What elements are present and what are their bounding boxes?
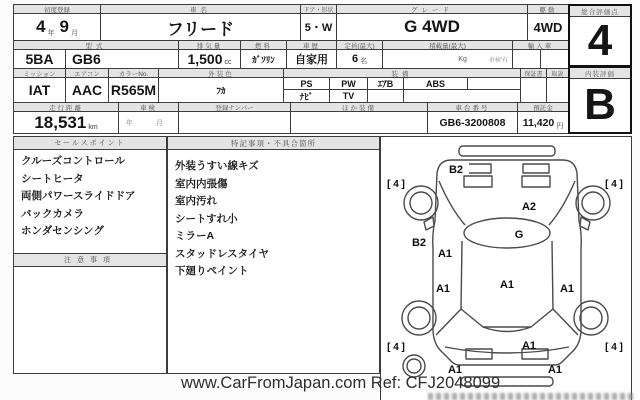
model-code-label: 型式 (13, 40, 179, 50)
capacity-number: 6 (351, 53, 359, 65)
color-no-label: カラーNo. (108, 68, 159, 78)
mileage-unit: km (88, 124, 98, 131)
blurred-cutoff-text (428, 393, 636, 400)
reg-month: 9 (59, 17, 69, 36)
reg-no-label: 登録ナンバー (178, 102, 291, 112)
deposit-unit: 円 (556, 123, 564, 130)
reg-no-value (178, 111, 291, 134)
sales-point-item: クルーズコントロール (21, 155, 125, 167)
wheel-front-right (576, 186, 610, 220)
interior-score-box (568, 66, 632, 134)
load-note: 車検'有 (488, 57, 508, 64)
sales-point-item: ホンダセンシング (21, 225, 104, 237)
defect-item: 室内汚れ (175, 195, 217, 207)
grade-label: グレード (336, 4, 528, 14)
wheel-front-left-inner (410, 192, 432, 214)
equip-navi: ﾅﾋﾞ (283, 89, 330, 103)
door-shape-value: 5・W (300, 13, 337, 41)
diagram-mark: A2 (521, 201, 537, 213)
defect-item: シートすれ小 (175, 212, 238, 225)
color-label: 外装色 (158, 68, 284, 78)
hood-line-right (549, 181, 575, 225)
shaken-label: 車検 (118, 102, 179, 112)
headlight-right-shape (523, 164, 549, 173)
rear-window-shape (461, 309, 553, 327)
caution-box (13, 266, 167, 374)
reg-year-unit: 年 (47, 30, 55, 37)
diagram-mark: [ 4 ] (387, 179, 405, 190)
deposit-value (517, 111, 569, 134)
spare-tire-inner (407, 359, 421, 373)
aircon-label: エアコン (65, 68, 109, 78)
warranty-value (520, 77, 547, 103)
first-registration-label: 初度登録 (13, 4, 101, 14)
roof-side-lines (461, 241, 553, 309)
other-equip-label: ほか装備 (290, 102, 428, 112)
aircon-value: AAC (65, 77, 109, 103)
car-name-value: フリード (100, 13, 301, 41)
model-code-value: GB6 (65, 49, 179, 69)
chassis-no-label: 車台番号 (427, 102, 518, 112)
car-top-view-diagram (381, 137, 631, 399)
car-body-outline (433, 160, 582, 365)
displacement-value (178, 49, 241, 69)
fuel-label: 燃料 (240, 40, 287, 50)
equip-empty-2 (367, 89, 404, 103)
diagram-mark: A1 (547, 364, 563, 376)
mileage-value (13, 111, 119, 134)
import-value-1 (512, 49, 541, 69)
diagram-mark: A1 (435, 283, 451, 295)
chassis-no-value: GB6-3200808 (427, 111, 518, 134)
interior-score-label: 内装評価 (570, 68, 630, 79)
wheel-front-left (404, 186, 438, 220)
overall-score-box (568, 4, 632, 67)
wheel-rear-left-inner (408, 307, 430, 329)
interior-score-value: B (584, 80, 616, 129)
grade-value: G 4WD (336, 13, 528, 41)
diagram-mark: A1 (499, 279, 515, 291)
load-unit: Kg (458, 55, 467, 63)
deposit-label: 預託金 (517, 102, 569, 112)
warranty-label: 保証書 (520, 68, 547, 78)
displacement-unit: cc (224, 59, 232, 66)
sales-points-list (13, 149, 167, 254)
load-label: 積載量(最大) (382, 40, 513, 50)
color-no-value: R565M (108, 77, 159, 103)
diagram-mark: [ 4 ] (605, 179, 623, 190)
mileage-number: 18,531 (34, 112, 87, 132)
wheel-front-right-inner (582, 192, 604, 214)
reg-month-unit: 月 (70, 30, 78, 37)
mission-value: IAT (13, 77, 66, 103)
mileage-label: 走行距離 (13, 102, 119, 112)
sales-points-header: セールスポイント (13, 136, 167, 150)
defect-item: スタッドレスタイヤ (175, 247, 269, 260)
wheel-rear-right (574, 301, 608, 335)
hood-line-left (439, 181, 465, 225)
grille-left-shape (464, 176, 492, 187)
defects-header: 特記事項・不具合箇所 (167, 136, 380, 150)
color-value: ﾌｶ (158, 77, 284, 103)
shaken-value: 年 月 (118, 111, 179, 134)
drive-label: 駆動 (527, 4, 569, 14)
other-equip-value (290, 111, 428, 134)
equip-tv: TV (329, 89, 368, 103)
defect-item: 外装うすい線キズ (175, 160, 259, 172)
defect-item: 下廻りペイント (175, 265, 249, 277)
manual-value (546, 77, 569, 103)
equip-empty-3 (403, 89, 521, 103)
import-label: 輸入車 (512, 40, 569, 50)
displacement-number: 1,500 (187, 51, 223, 67)
diagram-mark: G (514, 229, 524, 241)
sales-point-item: バックカメラ (21, 207, 84, 220)
import-value-2 (540, 49, 569, 69)
mission-label: ミッション (13, 68, 66, 78)
grille-right-shape (522, 176, 550, 187)
diagram-mark: A1 (447, 364, 463, 376)
diagram-mark: B2 (411, 237, 427, 249)
capacity-label: 定員(最大) (336, 40, 383, 50)
model-code-prefix: 5BA (13, 49, 66, 69)
diagram-mark: [ 4 ] (605, 342, 623, 353)
load-value (382, 49, 513, 69)
equip-abs: ABS (403, 77, 468, 90)
wheel-rear-left (402, 301, 436, 335)
fuel-value: ｶﾞｿﾘﾝ (240, 49, 287, 69)
capacity-unit: 名 (360, 58, 368, 65)
displacement-label: 排気量 (178, 40, 241, 50)
history-label: 車歴 (286, 40, 337, 50)
hatch-curve (445, 347, 569, 353)
windshield-shape (464, 218, 550, 248)
defects-list (167, 149, 380, 374)
diagram-mark: [ 4 ] (387, 342, 405, 353)
history-value: 自家用 (286, 49, 337, 69)
first-registration-value (13, 13, 101, 41)
wheel-rear-right-inner (580, 307, 602, 329)
diagram-mark: A1 (437, 248, 453, 260)
equip-airbag: ｴｱB (367, 77, 404, 90)
overall-score-label: 総合評価点 (570, 6, 630, 17)
capacity-value (336, 49, 383, 69)
sales-point-item: シートヒータ (21, 172, 84, 185)
reg-year: 4 (36, 17, 46, 36)
deposit-number: 11,420 (522, 116, 555, 129)
equipment-label: 装備 (283, 68, 521, 78)
caution-header: 注意事項 (13, 253, 167, 267)
defect-item: ミラーA (175, 230, 215, 242)
door-shape-label: ドア・形状 (300, 4, 337, 14)
diagram-mark: A1 (559, 283, 575, 295)
damage-diagram-panel (380, 136, 632, 400)
front-bumper-shape (459, 146, 555, 156)
sales-point-item: 両側パワースライドドア (21, 190, 136, 202)
overall-score-value: 4 (587, 15, 613, 65)
car-name-label: 車名 (100, 4, 301, 14)
watermark-text: www.CarFromJapan.com Ref: CFJ2048099 (181, 374, 501, 392)
diagram-mark: B2 (448, 164, 464, 176)
equip-ps: PS (283, 77, 330, 90)
drive-value: 4WD (527, 13, 569, 41)
manual-label: 取説 (546, 68, 569, 78)
diagram-mark: A1 (521, 340, 537, 352)
equip-pw: PW (329, 77, 368, 90)
defect-item: 室内内張傷 (175, 177, 228, 190)
